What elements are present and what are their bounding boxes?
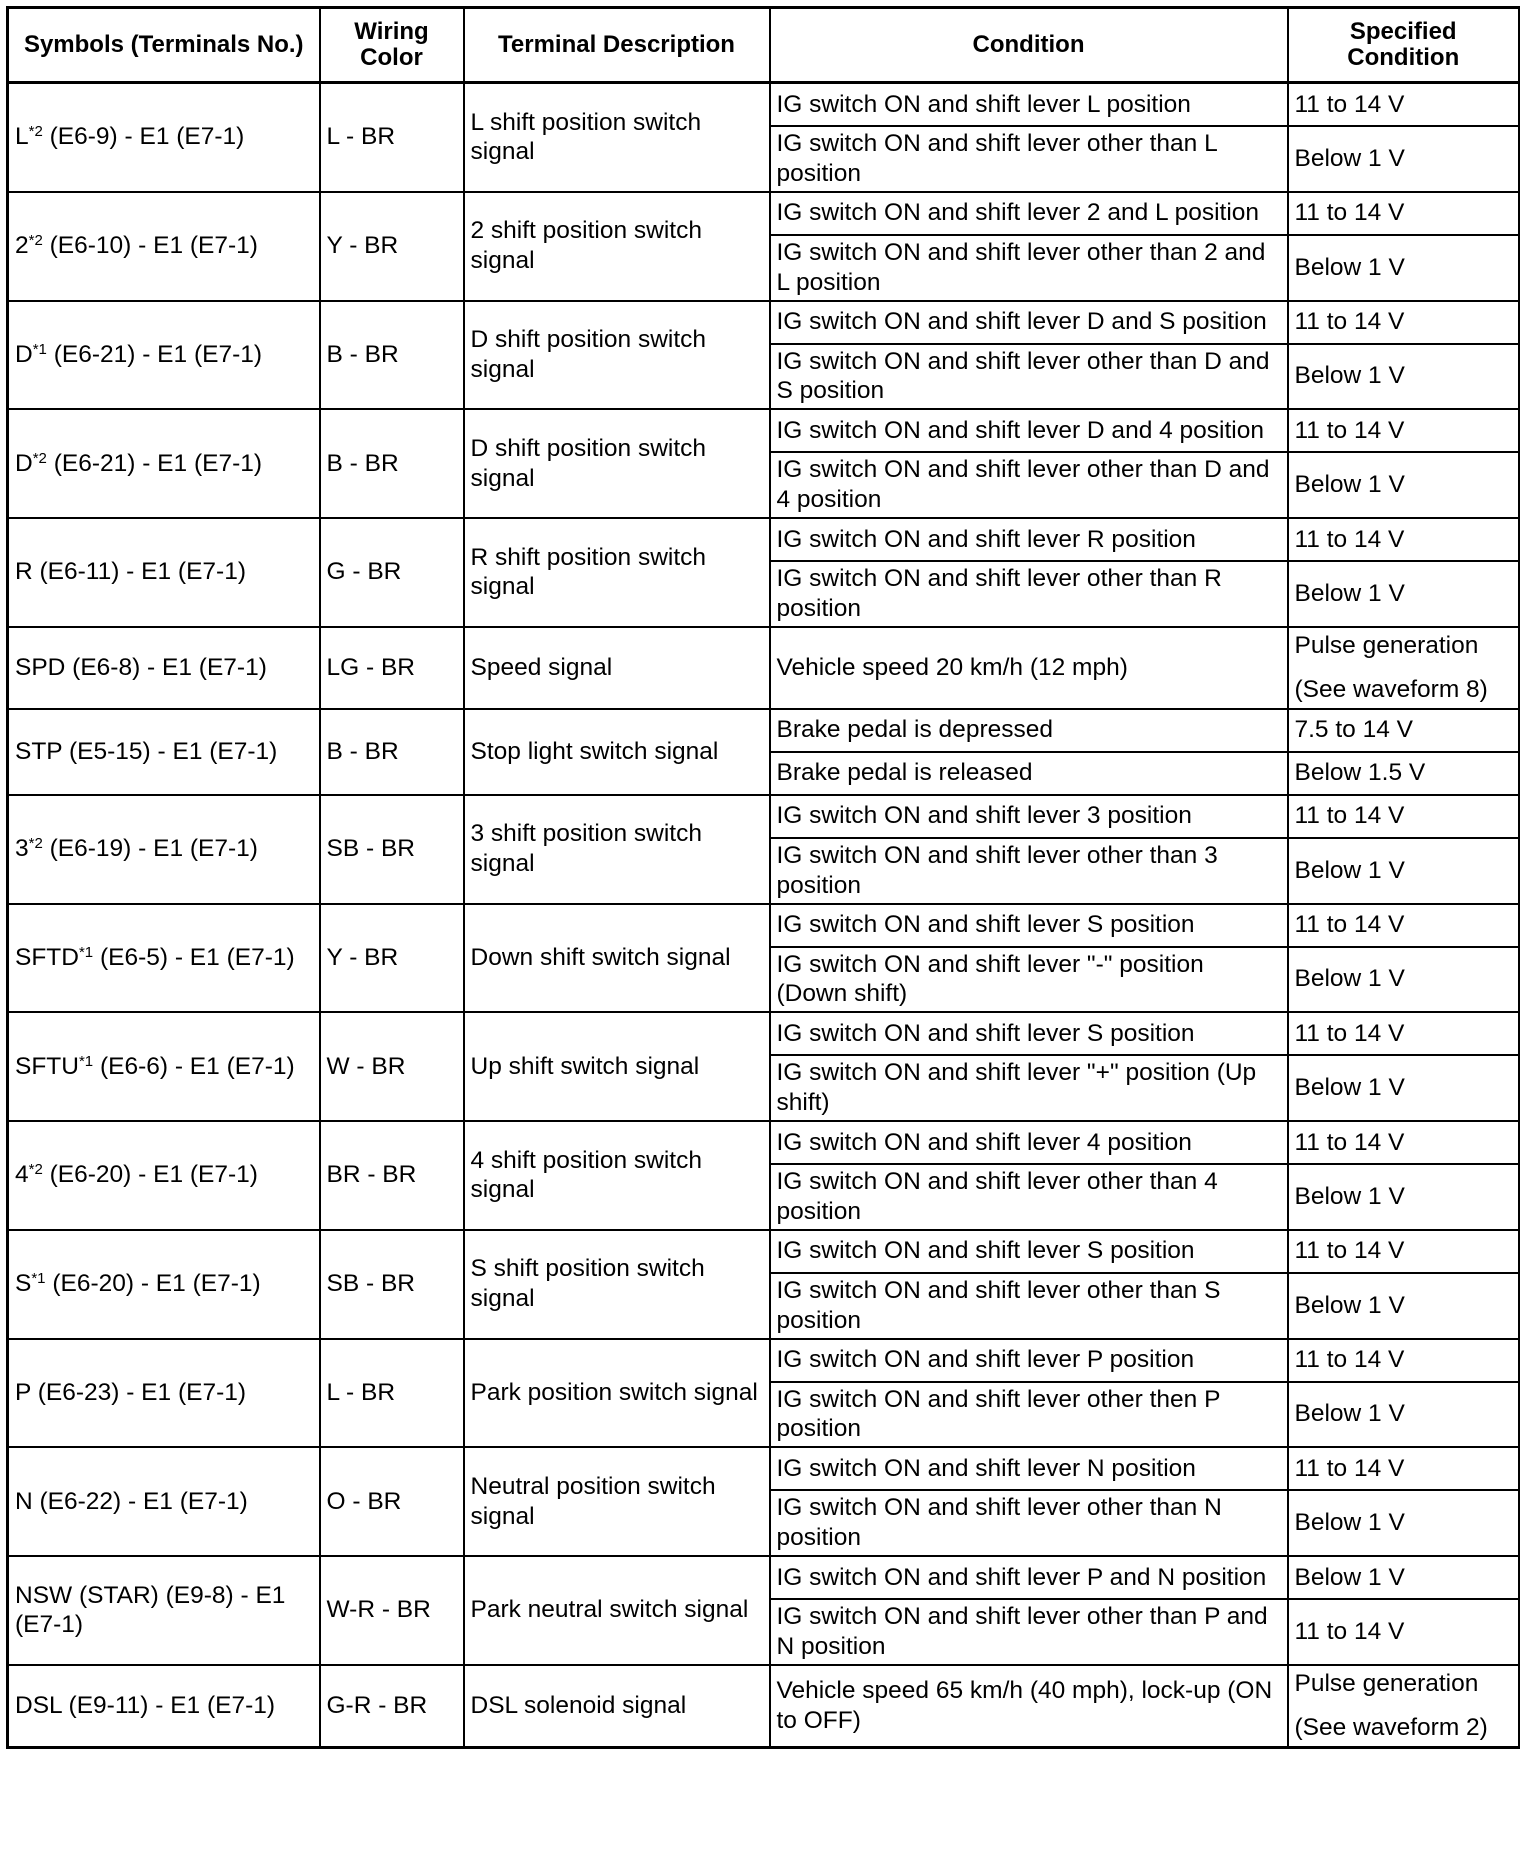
table-row <box>8 1665 1520 1748</box>
waveform-reference: (See waveform 8) <box>1294 675 1488 703</box>
specified-condition-cell: 11 to 14 V <box>1288 1012 1520 1055</box>
condition-cell: IG switch ON and shift lever "-" position (Down shift) <box>770 947 1288 1013</box>
terminal-description-cell: Neutral position switch signal <box>464 1447 770 1556</box>
condition-cell: IG switch ON and shift lever other than L position <box>770 126 1288 192</box>
specified-condition-cell: Below 1 V <box>1288 1382 1520 1448</box>
symbol-cell <box>8 83 320 192</box>
header-condition: Condition <box>770 8 1288 83</box>
wiring-color-cell: LG - BR <box>320 627 464 709</box>
terminal-description-cell: DSL solenoid signal <box>464 1665 770 1748</box>
table-row <box>8 1447 1520 1490</box>
symbol-name: SPD (E6-8) - E1 (E7-1) <box>15 653 267 681</box>
terminal-description-cell: Park position switch signal <box>464 1339 770 1448</box>
specified-condition-cell: Below 1 V <box>1288 1490 1520 1556</box>
specified-condition-cell: Below 1 V <box>1288 1273 1520 1339</box>
symbol-terminals: (E6-20) - E1 (E7-1) <box>45 1270 261 1298</box>
specified-condition-cell: 11 to 14 V <box>1288 795 1520 838</box>
specified-condition-cell: Below 1 V <box>1288 1556 1520 1599</box>
condition-cell: IG switch ON and shift lever other than R position <box>770 561 1288 627</box>
symbol-cell <box>8 1230 320 1339</box>
specified-value: Pulse generation <box>1294 631 1479 659</box>
terminal-description-cell: 3 shift position switch signal <box>464 795 770 904</box>
wiring-color-cell: L - BR <box>320 83 464 192</box>
symbol-name: STP (E5-15) - E1 (E7-1) <box>15 737 278 765</box>
specified-condition-cell: 11 to 14 V <box>1288 1447 1520 1490</box>
wiring-color-cell: B - BR <box>320 409 464 518</box>
wiring-color-cell: BR - BR <box>320 1121 464 1230</box>
header-wiring-color: Wiring Color <box>320 8 464 83</box>
condition-cell: IG switch ON and shift lever "+" position (Up shift) <box>770 1055 1288 1121</box>
condition-cell: Brake pedal is released <box>770 752 1288 795</box>
symbol-footnote: *2 <box>28 232 43 250</box>
condition-cell: IG switch ON and shift lever D and S position <box>770 301 1288 344</box>
table-row <box>8 709 1520 752</box>
condition-cell: IG switch ON and shift lever other than D and 4 position <box>770 452 1288 518</box>
condition-cell: IG switch ON and shift lever other than 3 position <box>770 838 1288 904</box>
table-row <box>8 1556 1520 1599</box>
terminal-table-container <box>6 6 1520 1749</box>
symbol-name: NSW (STAR) (E9-8) - E1 (E7-1) <box>15 1581 286 1639</box>
terminal-description-cell: Speed signal <box>464 627 770 709</box>
header-specified-condition: Specified Condition <box>1288 8 1520 83</box>
symbol-cell <box>8 709 320 795</box>
symbol-terminals: (E6-10) - E1 (E7-1) <box>42 232 258 260</box>
symbol-footnote: *1 <box>32 340 47 358</box>
terminal-description-cell: D shift position switch signal <box>464 301 770 410</box>
terminal-spec-table <box>6 6 1520 1749</box>
specified-condition-cell: Below 1 V <box>1288 235 1520 301</box>
symbol-cell <box>8 1556 320 1665</box>
symbol-name: 2 <box>15 232 29 260</box>
condition-cell: IG switch ON and shift lever L position <box>770 83 1288 127</box>
symbol-cell <box>8 1339 320 1448</box>
specified-condition-cell: 11 to 14 V <box>1288 301 1520 344</box>
symbol-cell <box>8 1665 320 1748</box>
wiring-color-cell: W-R - BR <box>320 1556 464 1665</box>
symbol-name: DSL (E9-11) - E1 (E7-1) <box>15 1691 276 1719</box>
symbol-cell <box>8 518 320 627</box>
condition-cell: IG switch ON and shift lever other than 2 and L position <box>770 235 1288 301</box>
terminal-description-cell: Down shift switch signal <box>464 904 770 1013</box>
table-body <box>8 83 1520 1748</box>
condition-cell: IG switch ON and shift lever P position <box>770 1339 1288 1382</box>
symbol-footnote: *1 <box>78 1052 94 1070</box>
symbol-terminals: (E6-19) - E1 (E7-1) <box>42 835 258 863</box>
condition-cell: IG switch ON and shift lever other than S position <box>770 1273 1288 1339</box>
condition-cell: IG switch ON and shift lever other then P position <box>770 1382 1288 1448</box>
wiring-color-cell: L - BR <box>320 1339 464 1448</box>
wiring-color-cell: G - BR <box>320 518 464 627</box>
condition-cell: IG switch ON and shift lever P and N position <box>770 1556 1288 1599</box>
terminal-description-cell: 2 shift position switch signal <box>464 192 770 301</box>
table-row <box>8 518 1520 561</box>
symbol-name: SFTD <box>15 943 79 971</box>
header-terminal-description: Terminal Description <box>464 8 770 83</box>
condition-cell: IG switch ON and shift lever S position <box>770 1230 1288 1273</box>
specified-condition-cell: Below 1 V <box>1288 452 1520 518</box>
table-row <box>8 795 1520 838</box>
specified-condition-cell <box>1288 1665 1520 1748</box>
specified-condition-cell: 11 to 14 V <box>1288 83 1520 127</box>
condition-cell: IG switch ON and shift lever other than D and S position <box>770 344 1288 410</box>
symbol-name: D <box>15 449 33 477</box>
specified-value: Pulse generation <box>1294 1669 1479 1697</box>
condition-cell: IG switch ON and shift lever S position <box>770 1012 1288 1055</box>
symbol-name: 4 <box>15 1161 29 1189</box>
table-row <box>8 1339 1520 1382</box>
specified-condition-cell: 7.5 to 14 V <box>1288 709 1520 752</box>
table-row <box>8 904 1520 947</box>
wiring-color-cell: G-R - BR <box>320 1665 464 1748</box>
symbol-name: 3 <box>15 835 29 863</box>
specified-condition-cell: Below 1 V <box>1288 561 1520 627</box>
wiring-color-cell: B - BR <box>320 709 464 795</box>
condition-cell: IG switch ON and shift lever D and 4 position <box>770 409 1288 452</box>
condition-cell: IG switch ON and shift lever 2 and L position <box>770 192 1288 235</box>
symbol-footnote: *2 <box>28 123 43 141</box>
specified-condition-cell: Below 1 V <box>1288 838 1520 904</box>
specified-condition-cell: 11 to 14 V <box>1288 1339 1520 1382</box>
symbol-terminals: (E6-5) - E1 (E7-1) <box>93 943 295 971</box>
symbol-cell <box>8 409 320 518</box>
condition-cell: IG switch ON and shift lever other than P and N position <box>770 1599 1288 1665</box>
condition-cell: IG switch ON and shift lever 3 position <box>770 795 1288 838</box>
specified-condition-cell: Below 1.5 V <box>1288 752 1520 795</box>
table-row <box>8 301 1520 344</box>
specified-condition-cell: 11 to 14 V <box>1288 904 1520 947</box>
condition-cell: IG switch ON and shift lever N position <box>770 1447 1288 1490</box>
symbol-footnote: *2 <box>32 449 47 467</box>
terminal-description-cell: Stop light switch signal <box>464 709 770 795</box>
table-row <box>8 409 1520 452</box>
waveform-reference: (See waveform 2) <box>1294 1713 1488 1741</box>
symbol-name: R (E6-11) - E1 (E7-1) <box>15 558 246 586</box>
condition-cell: IG switch ON and shift lever S position <box>770 904 1288 947</box>
symbol-name: N (E6-22) - E1 (E7-1) <box>15 1487 248 1515</box>
specified-condition-cell: 11 to 14 V <box>1288 1599 1520 1665</box>
symbol-terminals: (E6-20) - E1 (E7-1) <box>42 1161 258 1189</box>
wiring-color-cell: O - BR <box>320 1447 464 1556</box>
condition-cell: IG switch ON and shift lever 4 position <box>770 1121 1288 1164</box>
specified-condition-cell <box>1288 627 1520 709</box>
wiring-color-cell: SB - BR <box>320 1230 464 1339</box>
terminal-description-cell: Up shift switch signal <box>464 1012 770 1121</box>
condition-cell: IG switch ON and shift lever other than N position <box>770 1490 1288 1556</box>
specified-condition-cell: Below 1 V <box>1288 1055 1520 1121</box>
symbol-terminals: (E6-6) - E1 (E7-1) <box>93 1052 295 1080</box>
specified-condition-cell: 11 to 14 V <box>1288 409 1520 452</box>
condition-cell: Vehicle speed 65 km/h (40 mph), lock-up (ON to OFF) <box>770 1665 1288 1748</box>
table-row <box>8 1230 1520 1273</box>
terminal-description-cell: R shift position switch signal <box>464 518 770 627</box>
table-row <box>8 1012 1520 1055</box>
symbol-name: P (E6-23) - E1 (E7-1) <box>15 1378 247 1406</box>
terminal-description-cell: 4 shift position switch signal <box>464 1121 770 1230</box>
symbol-cell <box>8 904 320 1013</box>
symbol-name: D <box>15 340 33 368</box>
terminal-description-cell: S shift position switch signal <box>464 1230 770 1339</box>
symbol-footnote: *2 <box>28 1161 43 1179</box>
symbol-footnote: *2 <box>28 835 43 853</box>
terminal-description-cell: Park neutral switch signal <box>464 1556 770 1665</box>
symbol-cell <box>8 192 320 301</box>
symbol-cell <box>8 301 320 410</box>
symbol-terminals: (E6-21) - E1 (E7-1) <box>46 449 263 477</box>
condition-cell: Vehicle speed 20 km/h (12 mph) <box>770 627 1288 709</box>
symbol-cell <box>8 1447 320 1556</box>
table-row <box>8 627 1520 709</box>
specified-condition-cell: Below 1 V <box>1288 126 1520 192</box>
terminal-description-cell: D shift position switch signal <box>464 409 770 518</box>
symbol-name: SFTU <box>15 1052 79 1080</box>
symbol-name: S <box>15 1270 32 1298</box>
wiring-color-cell: W - BR <box>320 1012 464 1121</box>
specified-condition-cell: 11 to 14 V <box>1288 1230 1520 1273</box>
symbol-footnote: *1 <box>31 1270 46 1288</box>
condition-cell: IG switch ON and shift lever other than 4 position <box>770 1164 1288 1230</box>
specified-condition-cell: 11 to 14 V <box>1288 518 1520 561</box>
wiring-color-cell: Y - BR <box>320 904 464 1013</box>
specified-condition-cell: 11 to 14 V <box>1288 1121 1520 1164</box>
terminal-description-cell: L shift position switch signal <box>464 83 770 192</box>
symbol-terminals: (E6-9) - E1 (E7-1) <box>42 123 245 151</box>
table-row <box>8 83 1520 127</box>
specified-condition-cell: Below 1 V <box>1288 1164 1520 1230</box>
symbol-cell <box>8 795 320 904</box>
condition-cell: Brake pedal is depressed <box>770 709 1288 752</box>
symbol-cell <box>8 1121 320 1230</box>
wiring-color-cell: B - BR <box>320 301 464 410</box>
wiring-color-cell: Y - BR <box>320 192 464 301</box>
specified-condition-cell: Below 1 V <box>1288 344 1520 410</box>
table-row <box>8 192 1520 235</box>
header-symbols: Symbols (Terminals No.) <box>8 8 320 83</box>
symbol-name: L <box>15 123 29 151</box>
specified-condition-cell: 11 to 14 V <box>1288 192 1520 235</box>
symbol-cell <box>8 627 320 709</box>
symbol-cell <box>8 1012 320 1121</box>
condition-cell: IG switch ON and shift lever R position <box>770 518 1288 561</box>
symbol-terminals: (E6-21) - E1 (E7-1) <box>46 340 263 368</box>
header-row <box>8 8 1520 83</box>
specified-condition-cell: Below 1 V <box>1288 947 1520 1013</box>
wiring-color-cell: SB - BR <box>320 795 464 904</box>
symbol-footnote: *1 <box>78 943 94 961</box>
table-row <box>8 1121 1520 1164</box>
